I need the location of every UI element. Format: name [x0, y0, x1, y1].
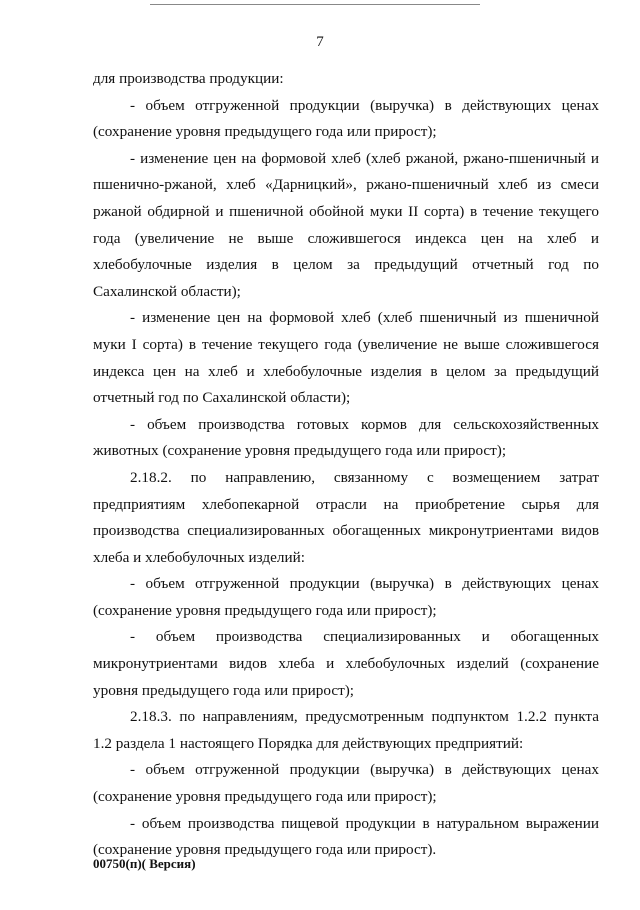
paragraph: - объем производства пищевой продукции в натуральном выражении (сохранение уровня предыдущего года или прирост). — [93, 814, 599, 859]
paragraph: - изменение цен на формовой хлеб (хлеб ржаной, ржано-пшеничный и пшенично-ржаной, хлеб «Дарницкий», ржано-пшеничный хлеб из смеси ржаной обдирной и пшеничной обойной муки II сорта) в течение текущего года (увеличение не выше сложившегося индекса цен на хлеб и хлебобулочные изделия в целом за предыдущий отчетный год по Сахалинской области); — [93, 149, 599, 300]
paragraph: - изменение цен на формовой хлеб (хлеб пшеничный из пшеничной муки I сорта) в течение текущего года (увеличение не выше сложившегося индекса цен на хлеб и хлебобулочные изделия в целом за предыдущий отчетный год по Сахалинской области); — [93, 309, 599, 407]
paragraph: 2.18.3. по направлениям, предусмотренным подпунктом 1.2.2 пункта 1.2 раздела 1 настоящего Порядка для действующих предприятий: — [93, 708, 599, 752]
paragraph: - объем отгруженной продукции (выручка) в действующих ценах (сохранение уровня предыдущего года или прирост); — [93, 575, 599, 619]
paragraph: 2.18.2. по направлению, связанному с возмещением затрат предприятиям хлебопекарной отрасли на приобретение сырья для производства специализированных обогащенных микронутриентами видов хлеба и хлебобулочных изделий: — [93, 468, 599, 566]
footer-doc-code: 00750(п)( Версия) — [93, 856, 196, 871]
paragraph: - объем производства готовых кормов для сельскохозяйственных животных (сохранение уровня предыдущего года или прирост); — [93, 415, 599, 460]
paragraph: для производства продукции: — [93, 70, 284, 87]
paragraph: - объем производства специализированных и обогащенных микронутриентами видов хлеба и хлебобулочных изделий (сохранение уровня предыдущего года или прирост); — [93, 628, 599, 699]
page-number: 7 — [316, 34, 324, 50]
top-rule — [150, 4, 480, 5]
paragraph: - объем отгруженной продукции (выручка) в действующих ценах (сохранение уровня предыдущего года или прирост); — [93, 96, 599, 141]
paragraph: - объем отгруженной продукции (выручка) в действующих ценах (сохранение уровня предыдущего года или прирост); — [93, 761, 599, 806]
document-body — [93, 66, 599, 864]
